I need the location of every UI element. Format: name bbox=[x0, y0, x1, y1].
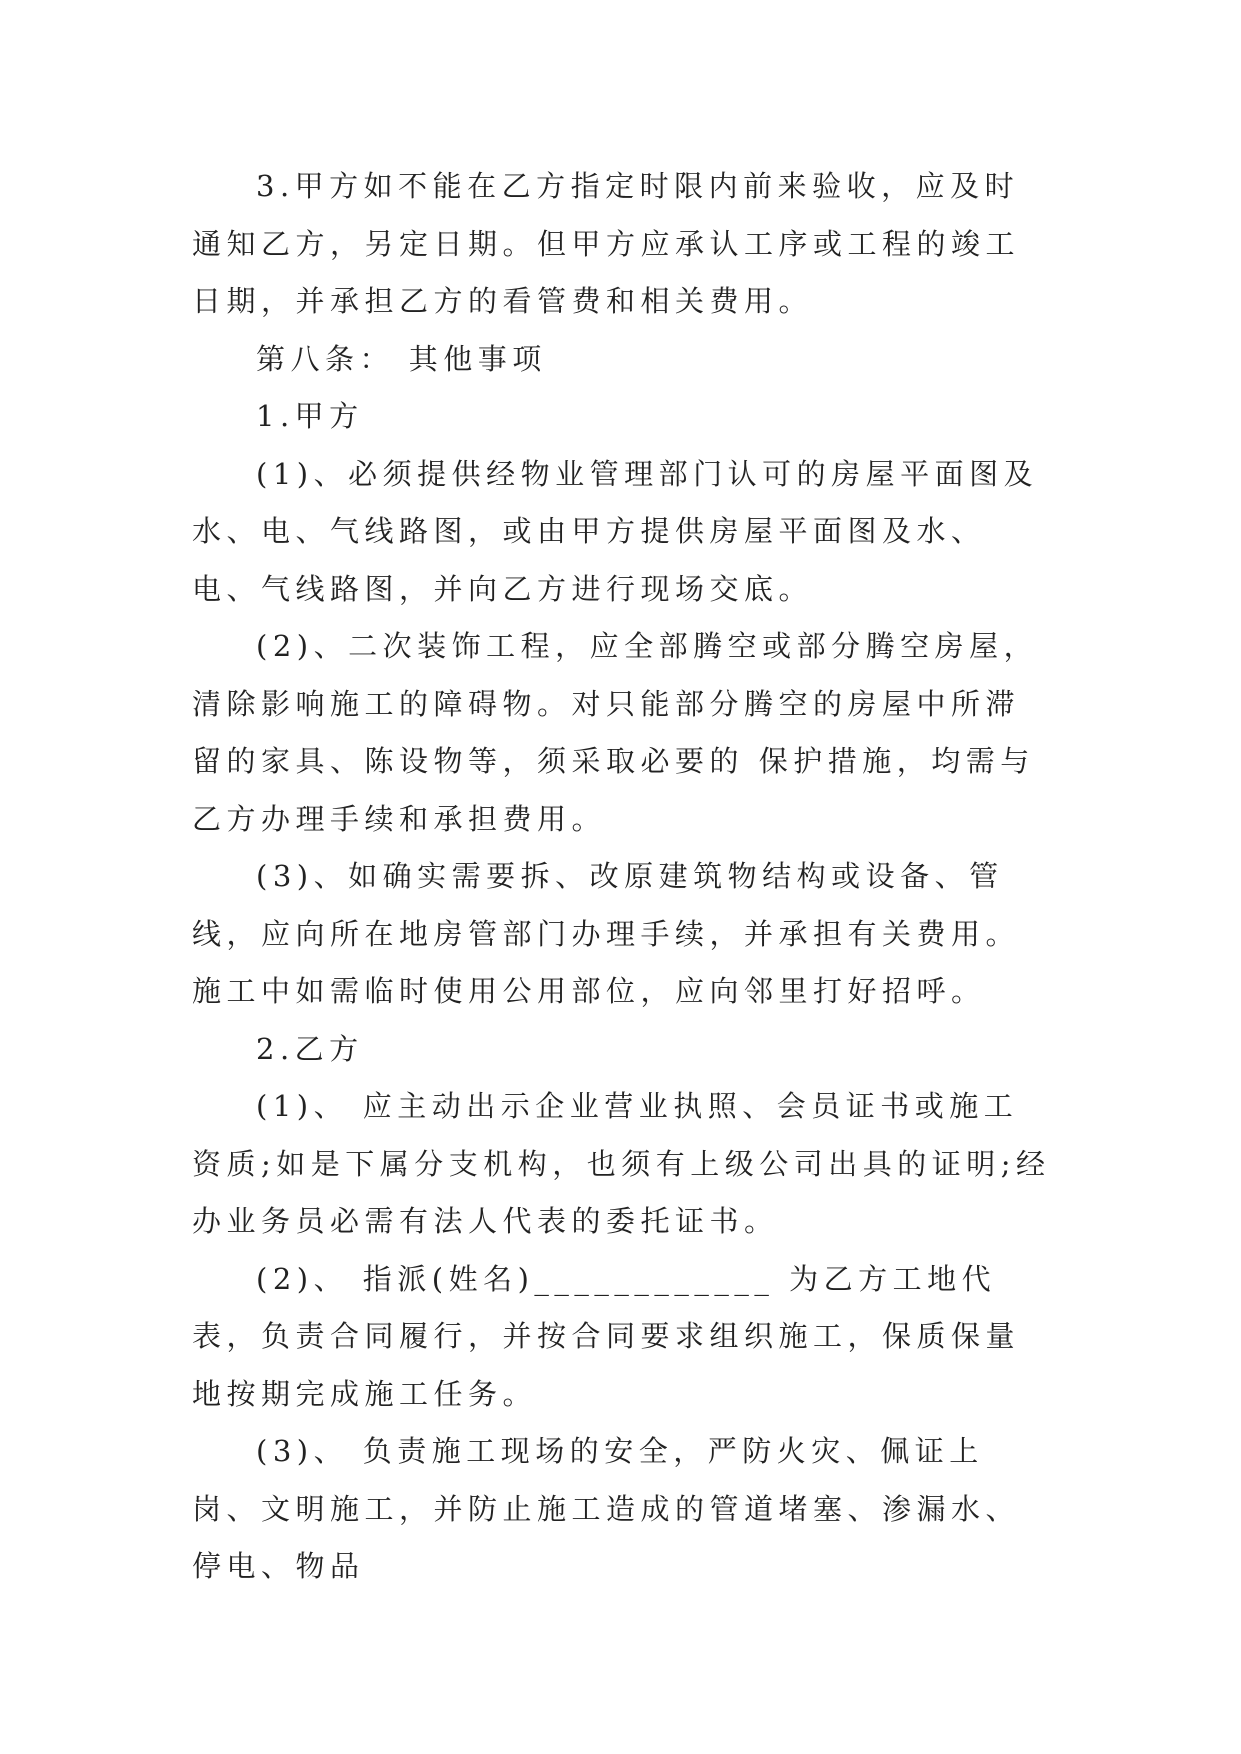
document-body bbox=[192, 158, 1052, 1596]
party-b-item-2-paragraph: (2)、 指派(姓名)____________ 为乙方工地代表，负责合同履行，并按合同要求组织施工，保质保量地按期完成施工任务。 bbox=[192, 1261, 1021, 1411]
party-b-item-1-paragraph: (1)、 应主动出示企业营业执照、会员证书或施工资质;如是下属分支机构，也须有上级公司出具的证明;经办业务员必需有法人代表的委托证书。 bbox=[192, 1089, 1051, 1238]
clause-3-acceptance-paragraph: 3.甲方如不能在乙方指定时限内前来验收，应及时通知乙方，另定日期。但甲方应承认工序或工程的竣工日期，并承担乙方的看管费和相关费用。 bbox=[192, 169, 1021, 318]
party-b-heading: 2.乙方 bbox=[256, 1031, 364, 1066]
party-a-item-2-paragraph: (2)、二次装饰工程，应全部腾空或部分腾空房屋，清除影响施工的障碍物。对只能部分腾空的房屋中所滞留的家具、陈设物等，须采取必要的 保护措施，均需与乙方办理手续和承担费用。 bbox=[192, 629, 1039, 836]
article-8-heading: 第八条： 其他事项 bbox=[256, 341, 547, 376]
party-a-heading: 1.甲方 bbox=[256, 399, 364, 433]
party-a-item-1-paragraph: (1)、必须提供经物业管理部门认可的房屋平面图及水、电、气线路图，或由甲方提供房屋平面图及水、电、气线路图，并向乙方进行现场交底。 bbox=[192, 456, 1039, 606]
party-a-item-3-paragraph: (3)、如确实需要拆、改原建筑物结构或设备、管线，应向所在地房管部门办理手续，并承担有关费用。施工中如需临时使用公用部位，应向邻里打好招呼。 bbox=[192, 859, 1021, 1008]
party-b-item-3-paragraph: (3)、 负责施工现场的安全，严防火灾、佩证上岗、文明施工，并防止施工造成的管道堵塞、渗漏水、停电、物品 bbox=[192, 1434, 1021, 1583]
